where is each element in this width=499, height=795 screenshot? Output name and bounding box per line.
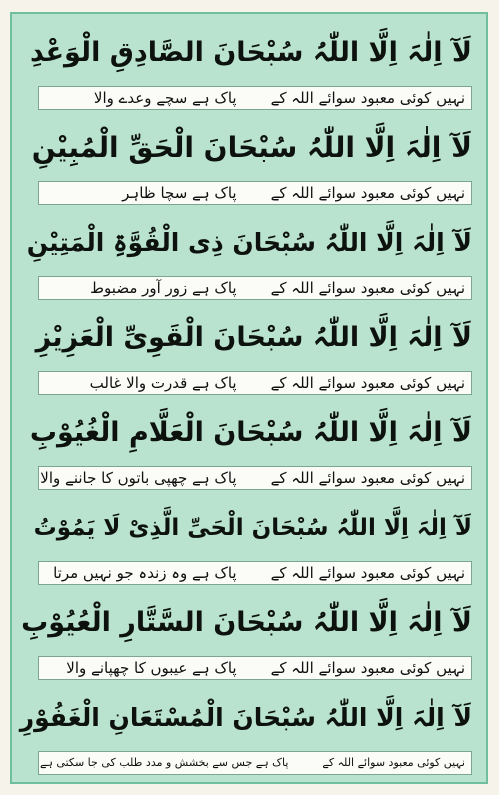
urdu-translation xyxy=(38,371,472,395)
tasbih-block-3 xyxy=(20,212,482,306)
urdu-translation xyxy=(38,181,472,205)
translation-rest: پاک ہے سچے وعدے والا xyxy=(93,89,237,107)
arabic-phrase: لَآ اِلٰہَ اِلَّا اللّٰہُ سُبْحَانَ الْحَقِّ الْمُبِیْنِ xyxy=(31,131,472,164)
translation-lead: نہیں کوئی معبود سوائے اللہ کے xyxy=(270,184,465,202)
arabic-phrase: لَآ اِلٰہَ اِلَّا اللّٰہُ سُبْحَانَ الْقَوِیِّ الْعَزِیْزِ xyxy=(35,322,472,353)
translation-lead: نہیں کوئی معبود سوائے اللہ کے xyxy=(270,469,465,487)
urdu-translation xyxy=(38,466,472,490)
tasbih-block-8 xyxy=(20,687,482,781)
translation-rest: پاک ہے جس سے بخشش و مدد طلب کی جا سکتی ہے xyxy=(40,756,289,769)
arabic-phrase: لَآ اِلٰہَ اِلَّا اللّٰہُ سُبْحَانَ الصَّادِقِ الْوَعْدِ xyxy=(29,37,472,68)
translation-rest: پاک ہے زور آور مضبوط xyxy=(90,279,237,297)
translation-rest: پاک ہے قدرت والا غالب xyxy=(89,374,237,392)
tasbih-block-1 xyxy=(20,22,482,116)
arabic-phrase: لَآ اِلٰہَ اِلَّا اللّٰہُ سُبْحَانَ ذِی الْقُوَّۃِ الْمَتِیْنِ xyxy=(26,228,472,257)
translation-lead: نہیں کوئی معبود سوائے اللہ کے xyxy=(322,756,465,769)
tasbih-block-4 xyxy=(20,307,482,401)
urdu-translation xyxy=(38,86,472,110)
tasbih-block-2 xyxy=(20,117,482,211)
translation-lead: نہیں کوئی معبود سوائے اللہ کے xyxy=(270,279,465,297)
arabic-phrase: لَآ اِلٰہَ اِلَّا اللّٰہُ سُبْحَانَ الْحَیِّ الَّذِیْ لَا یَمُوْتُ xyxy=(33,515,472,541)
urdu-translation xyxy=(38,561,472,585)
translation-rest: پاک ہے سچا ظاہر xyxy=(122,184,237,202)
translation-lead: نہیں کوئی معبود سوائے اللہ کے xyxy=(270,659,465,677)
translation-rest: پاک ہے چھپی باتوں کا جاننے والا xyxy=(40,469,237,487)
translation-lead: نہیں کوئی معبود سوائے اللہ کے xyxy=(270,564,465,582)
translation-lead: نہیں کوئی معبود سوائے اللہ کے xyxy=(270,374,465,392)
urdu-translation xyxy=(38,656,472,680)
tasbih-block-6 xyxy=(20,497,482,591)
tasbih-sheet xyxy=(10,12,488,784)
tasbih-block-5 xyxy=(20,402,482,496)
arabic-phrase: لَآ اِلٰہَ اِلَّا اللّٰہُ سُبْحَانَ الْعَلَّامِ الْغُیُوْبِ xyxy=(29,417,472,448)
translation-rest: پاک ہے وہ زندہ جو نہیں مرتا xyxy=(53,564,237,582)
translation-lead: نہیں کوئی معبود سوائے اللہ کے xyxy=(270,89,465,107)
arabic-phrase: لَآ اِلٰہَ اِلَّا اللّٰہُ سُبْحَانَ الْمُسْتَعَانِ الْغَفُوْرِ xyxy=(19,703,472,732)
arabic-phrase: لَآ اِلٰہَ اِلَّا اللّٰہُ سُبْحَانَ السَّتَّارِ الْعُیُوْبِ xyxy=(21,607,472,638)
urdu-translation xyxy=(38,276,472,300)
translation-rest: پاک ہے عیبوں کا چھپانے والا xyxy=(66,659,237,677)
urdu-translation xyxy=(38,751,472,775)
tasbih-block-7 xyxy=(20,592,482,686)
